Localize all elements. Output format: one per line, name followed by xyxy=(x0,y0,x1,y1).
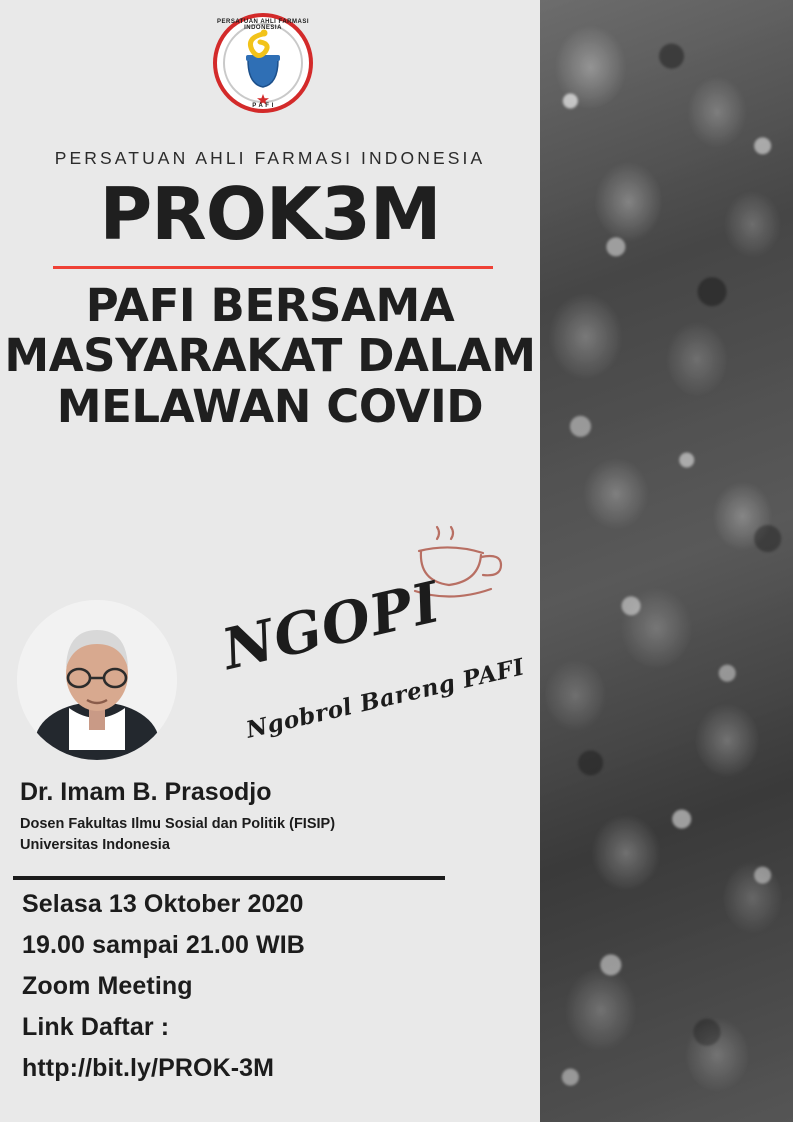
pafi-logo-bottom-text: P A F I xyxy=(252,103,274,109)
program-script-subtitle: Ngobrol Bareng PAFI xyxy=(243,653,528,744)
organization-name: PERSATUAN AHLI FARMASI INDONESIA xyxy=(54,148,486,168)
event-time: 19.00 sampai 21.00 WIB xyxy=(22,931,305,959)
program-script-title: NGOPI xyxy=(216,568,447,684)
speaker-role-line-2: Universitas Indonesia xyxy=(20,837,170,854)
event-date: Selasa 13 Oktober 2020 xyxy=(22,890,304,918)
event-platform: Zoom Meeting xyxy=(22,972,193,1000)
red-divider xyxy=(53,266,493,269)
black-divider xyxy=(13,876,445,880)
page-title: PROK3M xyxy=(99,172,441,256)
pafi-logo-top-text: PERSATUAN AHLI FARMASI INDONESIA xyxy=(217,19,309,31)
registration-link[interactable]: http://bit.ly/PROK-3M xyxy=(22,1054,275,1082)
crowd-photo-detail xyxy=(540,0,793,1122)
speaker-role xyxy=(20,814,480,856)
subtitle-line-1: PAFI BERSAMA xyxy=(85,279,455,332)
program-brand xyxy=(215,515,535,765)
speaker-avatar xyxy=(17,600,177,760)
registration-label: Link Daftar : xyxy=(22,1013,170,1041)
subtitle-line-2: MASYARAKAT DALAM xyxy=(4,329,536,383)
event-details xyxy=(22,890,522,1095)
poster-subtitle xyxy=(0,281,540,432)
speaker-portrait xyxy=(17,600,177,760)
crowd-photo-strip xyxy=(540,0,793,1122)
speaker-role-line-1: Dosen Fakultas Ilmu Sosial dan Politik (FISIP) xyxy=(20,816,336,832)
speaker-name: Dr. Imam B. Prasodjo xyxy=(20,778,272,806)
subtitle-line-3: MELAWAN COVID xyxy=(56,379,484,433)
